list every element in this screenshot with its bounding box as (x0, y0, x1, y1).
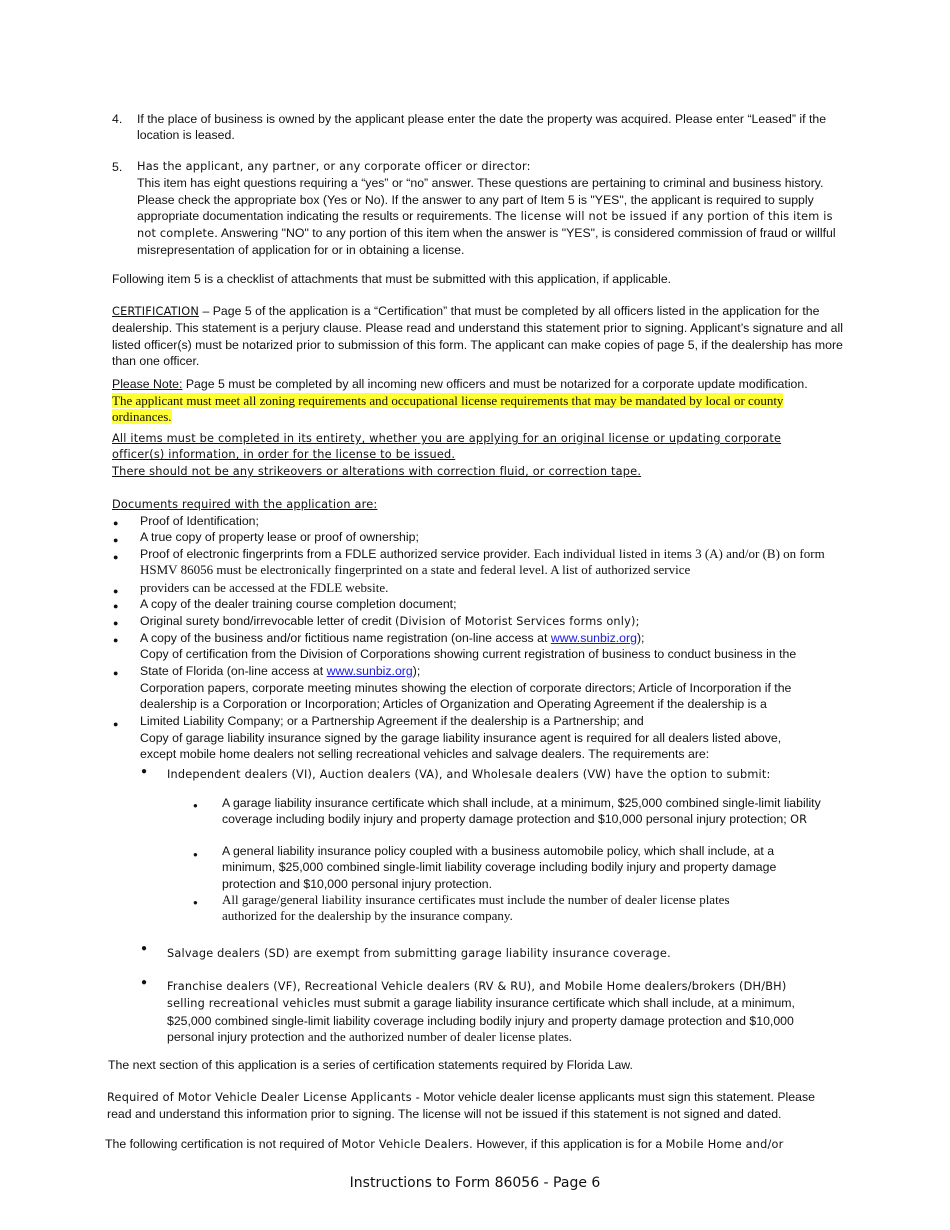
bullet-icon: ● (113, 618, 119, 628)
sunbiz-link[interactable]: www.sunbiz.org (550, 631, 637, 645)
bullet-icon: ● (113, 719, 119, 729)
doc-business-registration-a: A copy of the business and/or fictitious name registration (on-line access at (140, 631, 548, 645)
bullet-icon: ● (113, 668, 119, 678)
required-mv-text: Motor vehicle dealer license applicants must sign this statement. Please read and understand this information prior to signing. The license will not be issued if this statement is not signed and dated. (107, 1090, 815, 1122)
bullet-icon: ● (113, 552, 119, 562)
documents-heading-text: Documents required with the application are: (112, 498, 378, 511)
bullet-icon: ● (113, 601, 119, 611)
sub-independent-dealers: Independent dealers (VI), Auction dealers (VA), and Wholesale dealers (VW) have the option to submit: (167, 768, 771, 781)
doc-surety-bond (140, 613, 840, 630)
bullet-icon: ● (141, 766, 148, 777)
please-note-paragraph (112, 376, 852, 392)
all-items-notice (112, 431, 812, 464)
bullet-icon: ● (141, 943, 148, 954)
sub-or: OR (790, 813, 808, 827)
bullet-icon: ● (113, 535, 119, 545)
item-5-body-b: The license will not be issued if any portion of this item is not complete. (137, 209, 833, 241)
bullet-icon: ● (141, 977, 148, 988)
bullet-icon: ● (113, 635, 119, 645)
sub-garage-certificate-text: A garage liability insurance certificate which shall include, at a minimum, $25,000 combined single-limit liability coverage including bodily injury and property damage protection and $10,000 personal injury protection; (222, 796, 821, 827)
doc-certification-copy-b (140, 663, 840, 679)
doc-surety-bond-a: Original surety bond/irrevocable letter of credit (140, 614, 392, 628)
doc-surety-bond-b: (Division of Motorist Services forms only); (394, 615, 640, 628)
sub-franchise-a: Franchise dealers (VF), Recreational Vehicle dealers (RV & RU), and Mobile Home dealers/brokers (DH/BH) selling recreational vehicles (167, 980, 787, 1011)
required-mv-paragraph (107, 1089, 842, 1123)
bullet-icon: ● (113, 518, 119, 528)
doc-identification: Proof of Identification; (140, 514, 259, 528)
certification-text: – Page 5 of the application is a “Certification” that must be completed by all officers listed in the application for the dealership. This statement is a perjury clause. Please read and understand this statement prior to signing. Applicant’s signature and all listed officer(s) must be notarized prior to submission of this form. The applicant can make copies of page 5, if the dealership has more than one officer. (112, 304, 843, 368)
item-5-heading: Has the applicant, any partner, or any corporate officer or director: (137, 160, 531, 173)
sub-garage-certificate (222, 795, 822, 829)
doc-business-registration-b: ); (636, 631, 645, 645)
all-items-text: All items must be completed in its entirety, whether you are applying for an original license or updating corporate officer(s) information, in order for the license to be issued. (112, 432, 782, 462)
sunbiz-link[interactable]: www.sunbiz.org (326, 664, 413, 678)
doc-training: A copy of the dealer training course completion document; (140, 597, 457, 611)
sub-franchise-c: and the authorized number of dealer license plates. (307, 1028, 573, 1044)
doc-corporation-papers: Corporation papers, corporate meeting minutes showing the election of corporate directors; Article of Incorporation if the dealership is a Corporation or Incorporation; Articles of Organization and Operating Agreement if the dealership is a (140, 681, 792, 712)
item-4-text: If the place of business is owned by the applicant please enter the date the property was acquired. Please enter “Leased” if the location is leased. (137, 112, 827, 143)
following-cert-paragraph (105, 1136, 865, 1153)
next-section-text: The next section of this application is a series of certification statements required by Florida Law. (108, 1058, 633, 1072)
sub-salvage-dealers: Salvage dealers (SD) are exempt from submitting garage liability insurance coverage. (167, 947, 671, 960)
sub-franchise-dealers (167, 978, 827, 1045)
doc-fingerprints-b: Each individual listed in items 3 (A) and/or (B) on form HSMV 86056 must be electronically fingerprinted on a state and federal level. A list of authorized service (140, 546, 825, 578)
item-5-block (137, 159, 853, 259)
following-cert-d: Mobile Home and/or (665, 1138, 784, 1151)
bullet-icon: ● (113, 586, 119, 596)
bullet-icon: ● (193, 801, 198, 810)
zoning-notice (112, 393, 802, 425)
item-5-body (137, 175, 853, 258)
required-mv-label: Required of Motor Vehicle Dealer License Applicants - (107, 1091, 420, 1104)
please-note-label: Please Note: (112, 377, 183, 391)
bullet-icon: ● (193, 898, 198, 907)
strikeover-notice (112, 464, 852, 480)
doc-certification-copy-a: Copy of certification from the Division of Corporations showing current registration of business to conduct business in the (140, 647, 797, 661)
bullet-icon: ● (193, 850, 198, 859)
doc-garage-insurance: Copy of garage liability insurance signed by the garage liability insurance agent is required for all dealers listed above, except mobile home dealers not selling recreational vehicles and salvage dealers. The requirements are: (140, 731, 782, 762)
doc-fingerprints (140, 546, 852, 579)
item-5-number: 5. (112, 160, 123, 174)
doc-property-lease: A true copy of property lease or proof of ownership; (140, 530, 419, 544)
following-cert-b: Motor Vehicle Dealers. (341, 1138, 473, 1151)
certification-label: CERTIFICATION (112, 305, 200, 318)
checklist-text: Following item 5 is a checklist of attachments that must be submitted with this application, if applicable. (112, 272, 672, 286)
zoning-highlight: The applicant must meet all zoning requirements and occupational license requirements that may be mandated by local or county ordinances. (112, 393, 784, 424)
strikeover-text: There should not be any strikeovers or alterations with correction fluid, or correction tape. (112, 465, 642, 478)
doc-corporation-papers-b: Limited Liability Company; or a Partnership Agreement if the dealership is a Partnership; and (140, 714, 644, 728)
following-cert-c: However, if this application is for a (476, 1137, 663, 1151)
sub-plates-note: All garage/general liability insurance certificates must include the number of dealer license plates authorized for the dealership by the insurance company. (222, 892, 730, 924)
item-5-body-a: This item has eight questions requiring a “yes” or “no” answer. These questions are pertaining to criminal and business history. Please check the appropriate box (Yes or No). If the answer to any part of Item 5 is "YES", the applicant is required to supply appropriate documentation indicating the results or requirements. (137, 176, 824, 223)
item-4-number: 4. (112, 112, 123, 126)
doc-certification-copy-c: ); (412, 664, 421, 678)
doc-business-registration (140, 630, 840, 646)
item-5-body-c: Answering "NO" to any portion of this item when the answer is "YES", is considered commission of fraud or willful misrepresentation of application for or in obtaining a license. (137, 226, 836, 258)
doc-certification-copy-b-text: State of Florida (on-line access at (140, 664, 324, 678)
sub-general-liability: A general liability insurance policy coupled with a business automobile policy, which shall include, at a minimum, $25,000 combined single-limit liability coverage including bodily injury and property damage protection and $10,000 personal injury protection. (222, 844, 777, 891)
doc-fingerprints-a: Proof of electronic fingerprints from a FDLE authorized service provider. (140, 547, 531, 561)
certification-paragraph (112, 303, 852, 369)
following-cert-a: The following certification is not required of (105, 1137, 339, 1151)
documents-heading (112, 497, 852, 513)
doc-fingerprints-c: providers can be accessed at the FDLE website. (140, 580, 389, 595)
sub-franchise-b: must submit a garage liability insurance certificate which shall include, at a minimum, $25,000 combined single-limit liability coverage including bodily injury and property damage protection and $10,000 personal injury protection (167, 996, 795, 1044)
page-footer: Instructions to Form 86056 - Page 6 (349, 1175, 601, 1191)
please-note-text: Page 5 must be completed by all incoming new officers and must be notarized for a corporate update modification. (185, 377, 808, 391)
